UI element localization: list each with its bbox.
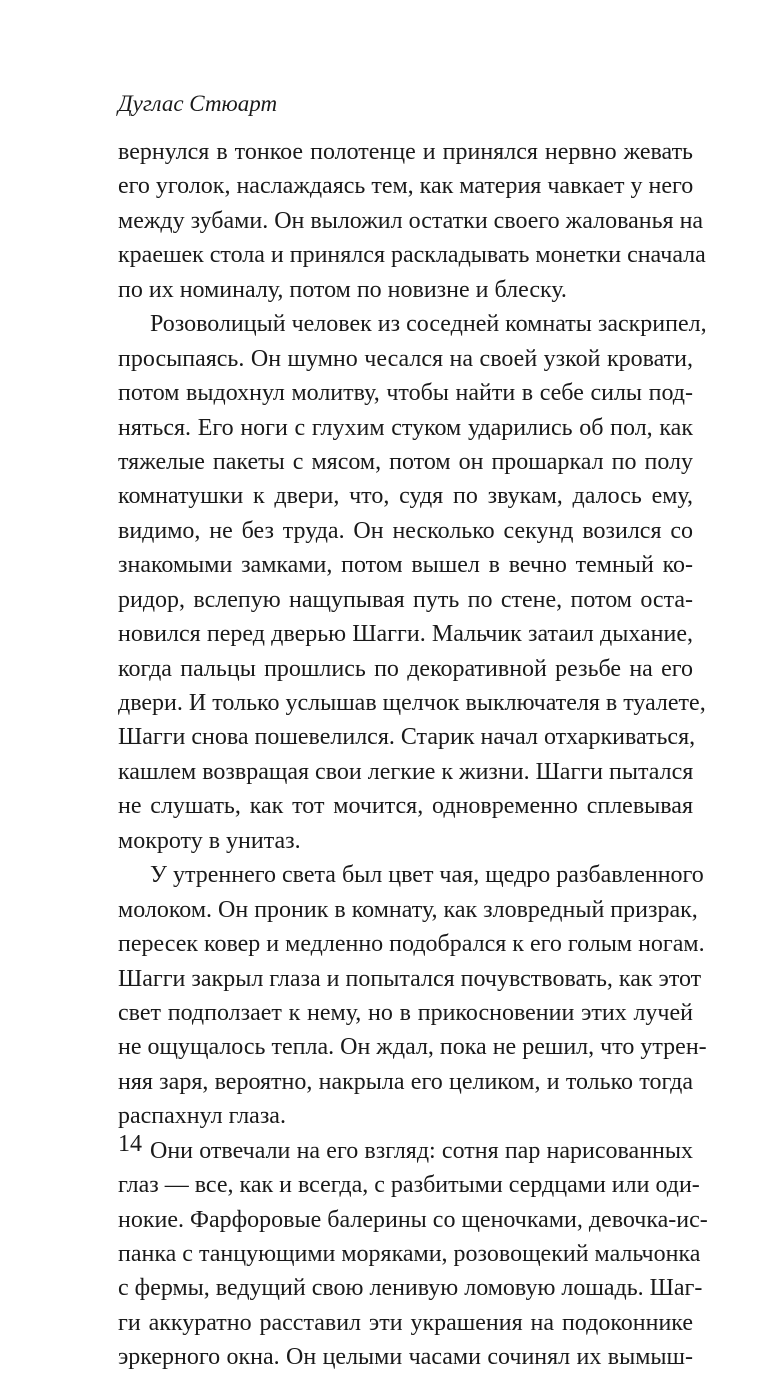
text-line: двери. И только услышав щелчок выключателя в туалете, (118, 690, 706, 716)
text-line: няться. Его ноги с глухим стуком ударились об пол, как (118, 414, 693, 441)
paragraph (118, 858, 707, 1134)
text-line: тяжелые пакеты с мясом, потом он прошаркал по полу (118, 448, 693, 475)
text-line: ридор, вслепую нащупывая путь по стене, потом оста- (118, 586, 693, 613)
text-line: няя заря, вероятно, накрыла его целиком, и только тогда (118, 1068, 693, 1095)
page-number: 14 (118, 1131, 142, 1157)
paragraph (118, 1134, 708, 1375)
text-line: молоком. Он проник в комнату, как зловредный призрак, (118, 896, 698, 923)
text-line: комнатушки к двери, что, судя по звукам, далось ему, (118, 483, 693, 510)
text-line: Розоволицый человек из соседней комнаты заскрипел, (150, 311, 707, 338)
text-line: не ощущалось тепла. Он ждал, пока не решил, что утрен- (118, 1034, 707, 1061)
text-line: эркерного окна. Он целыми часами сочинял их вымыш- (118, 1344, 693, 1371)
text-line: Они отвечали на его взгляд: сотня пар нарисованных (150, 1137, 693, 1164)
text-line: новился перед дверью Шагги. Мальчик затаил дыхание, (118, 621, 693, 648)
text-line: У утреннего света был цвет чая, щедро разбавленного (150, 862, 704, 889)
text-line: с фермы, ведущий свою ленивую ломовую лошадь. Шаг- (118, 1275, 703, 1302)
text-line: знакомыми замками, потом вышел в вечно темный ко- (118, 552, 693, 579)
text-line: Шагги закрыл глаза и попытался почувствовать, как этот (118, 965, 702, 992)
text-line: мокроту в унитаз. (118, 827, 301, 854)
text-line: Шагги снова пошевелился. Старик начал отхаркиваться, (118, 724, 696, 751)
paragraph (118, 307, 707, 858)
text-line: панка с танцующими моряками, розовощекий мальчонка (118, 1241, 701, 1267)
text-line: видимо, не без труда. Он несколько секунд возился со (118, 517, 693, 544)
text-line: не слушать, как тот мочится, одновременно сплевывая (118, 793, 693, 820)
body-text (118, 135, 708, 1375)
text-line: потом выдохнул молитву, чтобы найти в себе силы под- (118, 380, 693, 407)
text-line: краешек стола и принялся раскладывать монетки сначала (118, 242, 706, 269)
text-line: нокие. Фарфоровые балерины со щеночками, девочка-ис- (118, 1206, 708, 1233)
text-line: по их номиналу, потом по новизне и блеску. (118, 276, 567, 303)
running-head-author: Дуглас Стюарт (118, 91, 278, 116)
text-line: когда пальцы прошлись по декоративной резьбе на его (118, 655, 693, 682)
text-line: его уголок, наслаждаясь тем, как материя чавкает у него (118, 173, 694, 200)
text-line: пересек ковер и медленно подобрался к его голым ногам. (118, 931, 705, 958)
text-line: распахнул глаза. (118, 1103, 286, 1130)
text-line: просыпаясь. Он шумно чесался на своей узкой кровати, (118, 345, 693, 372)
text-line: свет подползает к нему, но в прикосновении этих лучей (118, 999, 693, 1026)
text-line: кашлем возвращая свои легкие к жизни. Шагги пытался (118, 758, 694, 785)
text-line: глаз — все, как и всегда, с разбитыми сердцами или оди- (118, 1172, 700, 1199)
text-line: вернулся в тонкое полотенце и принялся нервно жевать (118, 139, 693, 165)
text-line: между зубами. Он выложил остатки своего жалованья на (118, 207, 704, 234)
paragraph (118, 135, 706, 307)
text-line: ги аккуратно расставил эти украшения на подоконнике (118, 1309, 693, 1336)
